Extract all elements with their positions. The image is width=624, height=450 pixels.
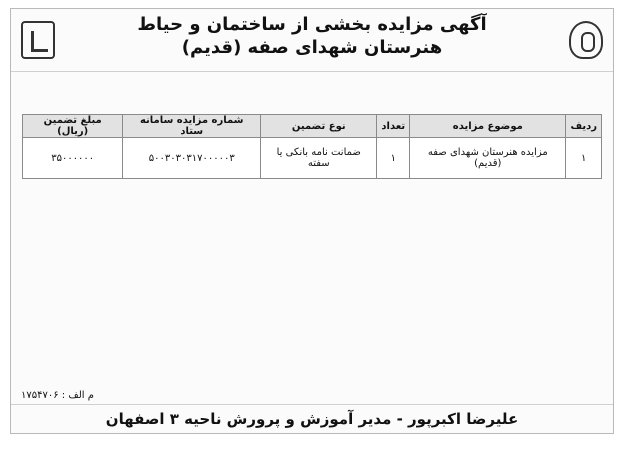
column-header-setad-no: شماره مزایده سامانه ستاد [123,115,261,138]
column-header-count: تعداد [377,115,410,138]
reference-number: م الف : ۱۷۵۴۷۰۶ [21,390,94,401]
notice-body [11,179,613,385]
cell-setad-no: ۵۰۰۳۰۳۰۳۱۷۰۰۰۰۰۳ [123,138,261,179]
cell-guarantee-type: ضمانت نامه بانکی یا سفته [261,138,377,179]
column-header-subject: موضوع مزایده [410,115,566,138]
column-header-guarantee-type: نوع تضمین [261,115,377,138]
cell-count: ۱ [377,138,410,179]
notice-intro [11,72,613,108]
table-header-row [23,115,602,138]
column-header-row-no: ردیف [566,115,602,138]
notice-title-line-1: آگهی مزایده بخشی از ساختمان و حیاط [137,14,487,35]
cell-guarantee-amount: ۳۵۰۰۰۰۰۰ [23,138,123,179]
cell-row-no: ۱ [566,138,602,179]
auction-items-table [22,114,602,179]
auction-notice [10,8,614,434]
table-row [23,138,602,179]
cell-subject: مزایده هنرستان شهدای صفه (قدیم) [410,138,566,179]
notice-title-line-2: هنرستان شهدای صفه (قدیم) [181,37,443,58]
notice-header [11,13,613,72]
column-header-guarantee-amount: مبلغ تضمین (ریال) [23,115,123,138]
organization-logo-icon [21,21,55,59]
signature-footer: علیرضا اکبرپور - مدیر آموزش و پرورش ناحیه ۳ اصفهان [11,404,613,433]
national-emblem-icon [569,21,603,59]
